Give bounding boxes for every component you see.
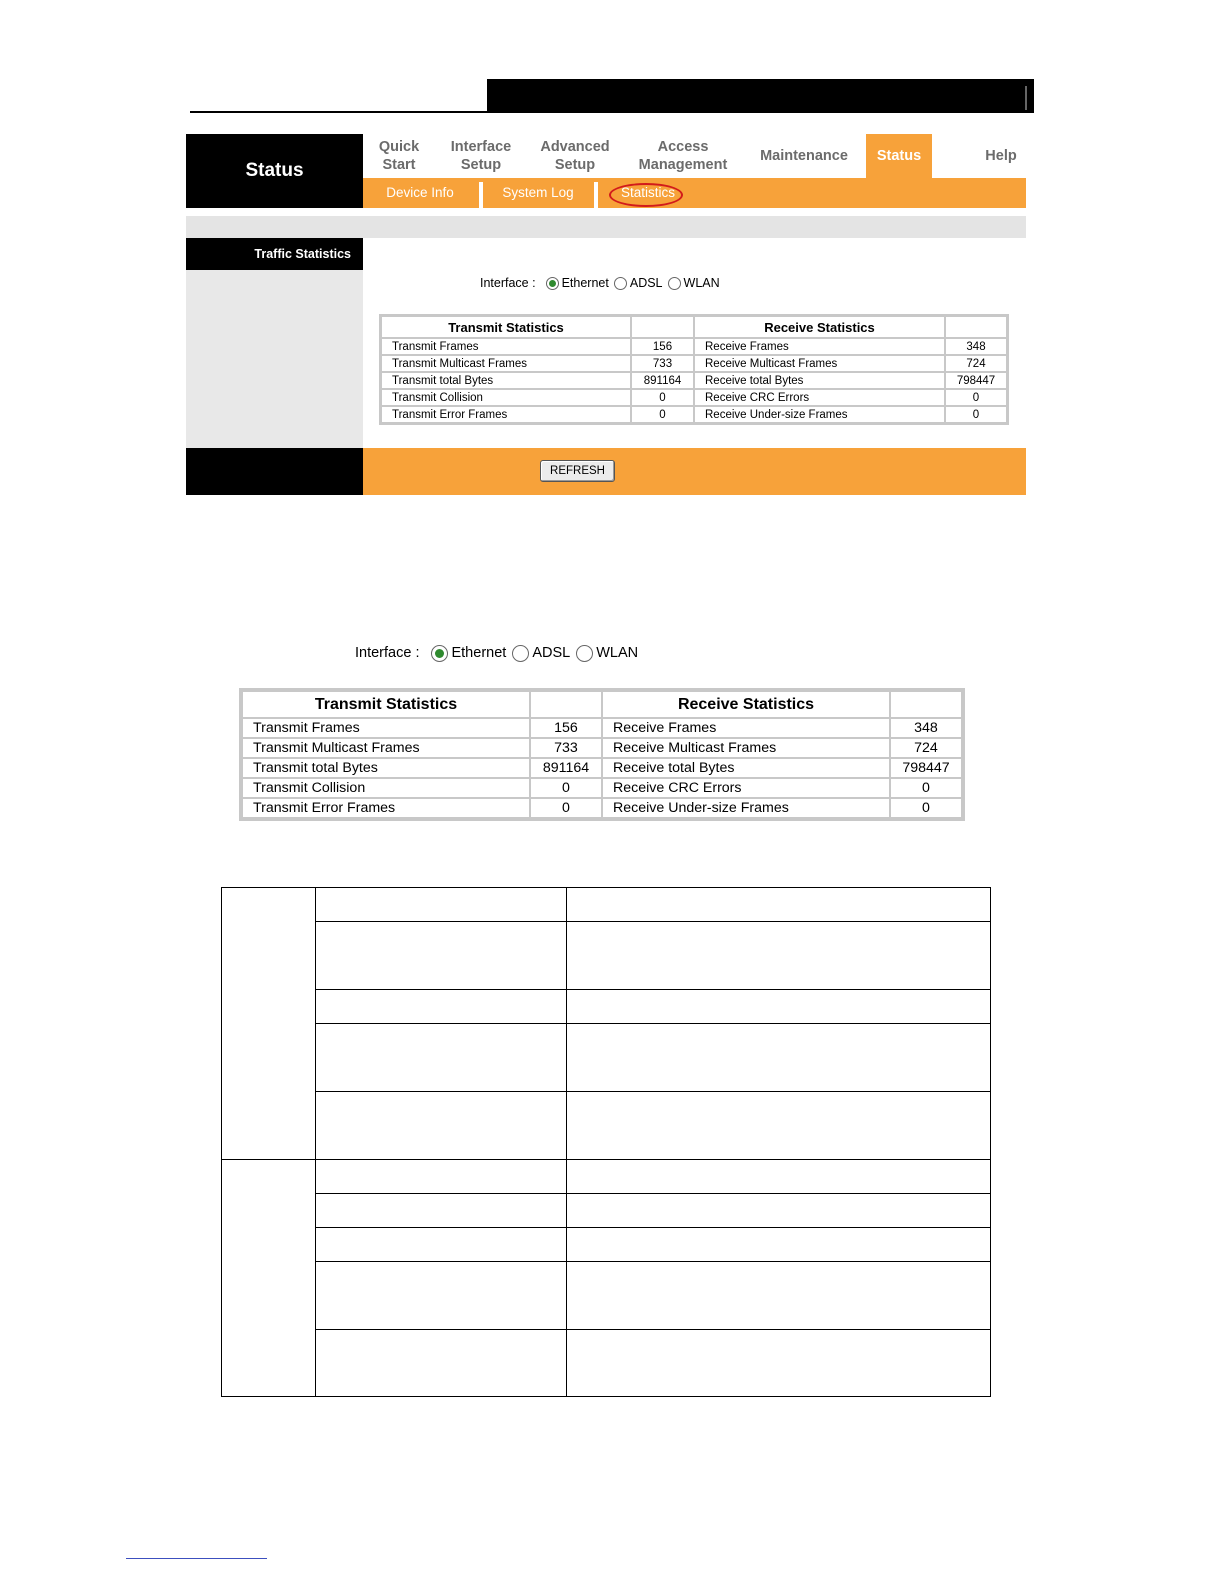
rx-label: Receive Under-size Frames — [694, 406, 945, 423]
sub-nav — [363, 178, 1026, 208]
rx-label: Receive CRC Errors — [694, 389, 945, 406]
option-adsl: ADSL — [629, 276, 663, 290]
nav-interface-setup[interactable]: Interface Setup — [450, 139, 512, 173]
table-row — [242, 718, 962, 738]
radio-ethernet[interactable] — [546, 277, 559, 290]
table-cell — [315, 888, 566, 922]
radio-wlan[interactable] — [668, 277, 681, 290]
header-blank — [530, 691, 602, 718]
table-cell — [315, 1194, 566, 1228]
rx-value: 798447 — [945, 372, 1007, 389]
header-bar — [487, 79, 1034, 113]
tx-label: Transmit Frames — [381, 338, 631, 355]
option-wlan: WLAN — [683, 276, 720, 290]
tx-value: 891164 — [530, 758, 602, 778]
table-cell — [566, 1262, 990, 1330]
table-cell — [566, 1092, 990, 1160]
tx-label: Transmit Error Frames — [381, 406, 631, 423]
rx-label: Receive total Bytes — [694, 372, 945, 389]
tx-value: 0 — [631, 389, 694, 406]
rx-label: Receive total Bytes — [602, 758, 890, 778]
footer-bar — [363, 448, 1026, 495]
tx-label: Transmit Error Frames — [242, 798, 530, 818]
nav-maintenance[interactable]: Maintenance — [760, 148, 848, 164]
spacer-band — [186, 216, 1026, 238]
rx-value: 0 — [945, 406, 1007, 423]
table-cell — [315, 922, 566, 990]
subnav-separator — [594, 182, 598, 208]
description-table — [221, 887, 991, 1397]
rx-value: 0 — [890, 778, 962, 798]
table-row — [242, 758, 962, 778]
rx-value: 798447 — [890, 758, 962, 778]
radio-adsl[interactable] — [614, 277, 627, 290]
table-row — [381, 355, 1007, 372]
table-row — [381, 372, 1007, 389]
nav-status[interactable]: Status — [866, 134, 932, 178]
table-row — [381, 338, 1007, 355]
transmit-header: Transmit Statistics — [381, 316, 631, 338]
section-title: Status — [186, 134, 363, 208]
table-cell — [566, 1330, 990, 1397]
tx-value: 891164 — [631, 372, 694, 389]
rx-value: 0 — [890, 798, 962, 818]
top-nav — [363, 134, 1026, 178]
rx-value: 348 — [890, 718, 962, 738]
rx-label: Receive Frames — [602, 718, 890, 738]
header-blank — [631, 316, 694, 338]
subnav-statistics[interactable]: Statistics — [620, 185, 675, 200]
refresh-button[interactable]: REFRESH — [540, 460, 615, 482]
receive-header: Receive Statistics — [694, 316, 945, 338]
group-cell — [222, 888, 316, 1160]
stats-table-zoom — [239, 688, 965, 821]
group-cell — [222, 1160, 316, 1397]
tx-label: Transmit Multicast Frames — [242, 738, 530, 758]
option-wlan: WLAN — [596, 645, 639, 661]
rx-label: Receive Multicast Frames — [694, 355, 945, 372]
header-rule — [190, 111, 488, 113]
table-cell — [566, 888, 990, 922]
table-cell — [315, 1092, 566, 1160]
table-cell — [315, 1330, 566, 1397]
tx-value: 733 — [530, 738, 602, 758]
nav-help[interactable]: Help — [985, 148, 1017, 164]
table-row — [381, 406, 1007, 423]
receive-header: Receive Statistics — [602, 691, 890, 718]
tx-label: Transmit Frames — [242, 718, 530, 738]
interface-label: Interface : — [355, 645, 420, 661]
rx-label: Receive Multicast Frames — [602, 738, 890, 758]
table-cell — [566, 1194, 990, 1228]
tx-value: 156 — [530, 718, 602, 738]
interface-label: Interface : — [480, 276, 536, 290]
interface-selector — [480, 274, 720, 292]
tx-label: Transmit Collision — [381, 389, 631, 406]
tx-value: 733 — [631, 355, 694, 372]
stats-table — [379, 314, 1009, 425]
table-cell — [566, 1228, 990, 1262]
table-cell — [315, 1262, 566, 1330]
tx-value: 0 — [530, 778, 602, 798]
option-ethernet: Ethernet — [561, 276, 609, 290]
panel-label: Traffic Statistics — [186, 238, 363, 270]
table-row — [242, 778, 962, 798]
nav-advanced-setup[interactable]: Advanced Setup — [540, 139, 610, 173]
footer-link-underline — [126, 1558, 267, 1559]
footer-left — [186, 448, 363, 495]
table-row — [242, 738, 962, 758]
table-cell — [566, 990, 990, 1024]
table-row — [381, 389, 1007, 406]
tx-value: 0 — [631, 406, 694, 423]
table-cell — [566, 1024, 990, 1092]
table-cell — [566, 1160, 990, 1194]
tx-label: Transmit Collision — [242, 778, 530, 798]
option-adsl: ADSL — [532, 645, 571, 661]
tx-value: 0 — [530, 798, 602, 818]
header-divider — [1025, 86, 1027, 110]
table-cell — [315, 990, 566, 1024]
tx-value: 156 — [631, 338, 694, 355]
table-cell — [566, 922, 990, 990]
rx-label: Receive CRC Errors — [602, 778, 890, 798]
tx-label: Transmit Multicast Frames — [381, 355, 631, 372]
header-blank — [890, 691, 962, 718]
rx-value: 724 — [890, 738, 962, 758]
table-cell — [315, 1160, 566, 1194]
tx-label: Transmit total Bytes — [242, 758, 530, 778]
interface-selector-zoom — [355, 642, 638, 664]
rx-value: 0 — [945, 389, 1007, 406]
nav-quick-start[interactable]: Quick Start — [378, 139, 420, 173]
rx-label: Receive Frames — [694, 338, 945, 355]
radio-ethernet[interactable] — [431, 645, 448, 662]
subnav-separator — [479, 182, 483, 208]
rx-value: 724 — [945, 355, 1007, 372]
nav-access-management[interactable]: Access Management — [638, 139, 728, 173]
rx-value: 348 — [945, 338, 1007, 355]
subnav-system-log[interactable]: System Log — [502, 185, 574, 200]
table-row — [242, 798, 962, 818]
highlight-circle — [609, 183, 683, 207]
option-ethernet: Ethernet — [451, 645, 507, 661]
radio-wlan[interactable] — [576, 645, 593, 662]
radio-adsl[interactable] — [512, 645, 529, 662]
tx-label: Transmit total Bytes — [381, 372, 631, 389]
transmit-header: Transmit Statistics — [242, 691, 530, 718]
subnav-device-info[interactable]: Device Info — [386, 185, 454, 200]
rx-label: Receive Under-size Frames — [602, 798, 890, 818]
table-cell — [315, 1228, 566, 1262]
table-cell — [315, 1024, 566, 1092]
header-blank — [945, 316, 1007, 338]
